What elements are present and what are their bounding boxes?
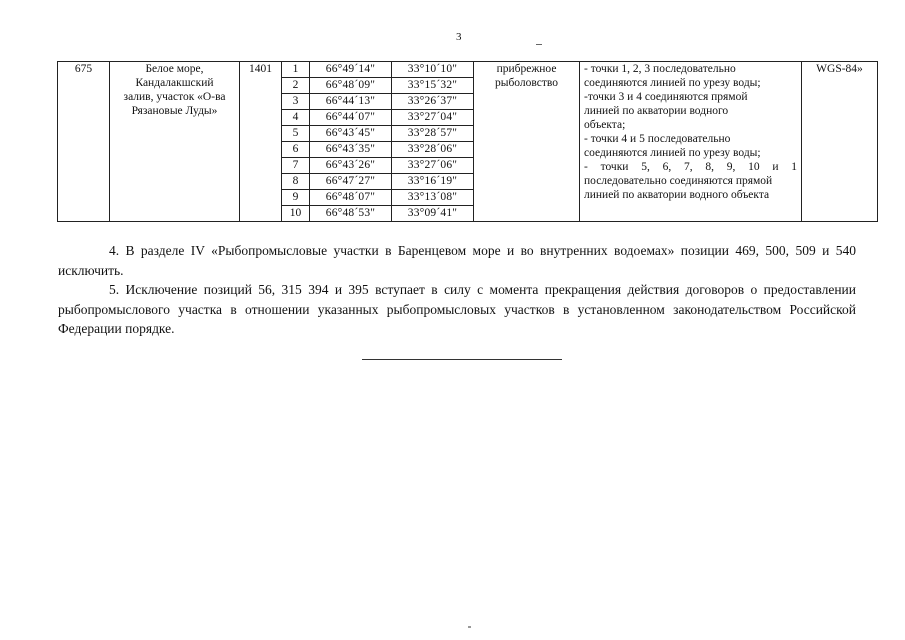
latitude-cell: 66°47´27" bbox=[310, 174, 392, 190]
fishing-type-line: рыболовство bbox=[494, 77, 558, 89]
paragraph-item-4: 4. В разделе IV «Рыбопромысловые участки в Баренцевом море и во внутренних водоемах» позиции 469, 500, 509 и 540 исключить. bbox=[58, 243, 856, 278]
latitude-cell: 66°48´07" bbox=[310, 190, 392, 206]
paragraph-block bbox=[58, 241, 856, 339]
longitude-cell: 33°15´32" bbox=[392, 78, 474, 94]
point-number-cell: 8 bbox=[282, 174, 310, 190]
point-number-cell: 1 bbox=[282, 62, 310, 78]
description-line: линией по акватории водного объекта bbox=[584, 189, 770, 201]
description-line: - точки 4 и 5 последовательно bbox=[584, 133, 731, 145]
description-line: последовательно соединяются прямой bbox=[584, 175, 773, 187]
table-row bbox=[58, 62, 878, 78]
latitude-cell: 66°43´45" bbox=[310, 126, 392, 142]
description-line: -точки 3 и 4 соединяются прямой bbox=[584, 91, 748, 103]
longitude-cell: 33°16´19" bbox=[392, 174, 474, 190]
area-name-cell bbox=[110, 62, 240, 222]
latitude-cell: 66°48´53" bbox=[310, 206, 392, 222]
header-dash bbox=[536, 44, 542, 45]
fishing-area-table bbox=[57, 61, 878, 222]
point-number-cell: 6 bbox=[282, 142, 310, 158]
boundary-description-cell bbox=[580, 62, 802, 222]
description-line: - точки 1, 2, 3 последовательно bbox=[584, 63, 736, 75]
latitude-cell: 66°44´07" bbox=[310, 110, 392, 126]
point-number-cell: 10 bbox=[282, 206, 310, 222]
description-line: соединяются линией по урезу воды; bbox=[584, 147, 761, 159]
closing-rule bbox=[362, 359, 562, 360]
description-line: объекта; bbox=[584, 119, 626, 131]
latitude-cell: 66°43´35" bbox=[310, 142, 392, 158]
area-name-line: залив, участок «О-ва bbox=[123, 91, 226, 103]
coordinate-system-cell: WGS-84» bbox=[802, 62, 878, 222]
scan-mark bbox=[468, 626, 471, 628]
longitude-cell: 33°10´10" bbox=[392, 62, 474, 78]
longitude-cell: 33°27´04" bbox=[392, 110, 474, 126]
page-number: 3 bbox=[456, 31, 462, 43]
latitude-cell: 66°48´09" bbox=[310, 78, 392, 94]
area-name-line: Белое море, bbox=[145, 63, 204, 75]
latitude-cell: 66°49´14" bbox=[310, 62, 392, 78]
point-number-cell: 2 bbox=[282, 78, 310, 94]
longitude-cell: 33°28´57" bbox=[392, 126, 474, 142]
area-code-cell: 1401 bbox=[240, 62, 282, 222]
latitude-cell: 66°44´13" bbox=[310, 94, 392, 110]
longitude-cell: 33°13´08" bbox=[392, 190, 474, 206]
point-number-cell: 9 bbox=[282, 190, 310, 206]
description-line: - точки 5, 6, 7, 8, 9, 10 и 1 bbox=[584, 161, 797, 173]
point-number-cell: 4 bbox=[282, 110, 310, 126]
point-number-cell: 5 bbox=[282, 126, 310, 142]
table-body bbox=[58, 62, 878, 222]
area-name-line: Кандалакшский bbox=[135, 77, 214, 89]
longitude-cell: 33°26´37" bbox=[392, 94, 474, 110]
longitude-cell: 33°09´41" bbox=[392, 206, 474, 222]
area-name-line: Рязановые Луды» bbox=[131, 105, 218, 117]
description-line: линией по акватории водного bbox=[584, 105, 729, 117]
point-number-cell: 7 bbox=[282, 158, 310, 174]
fishing-type-cell bbox=[474, 62, 580, 222]
fishing-type-line: прибрежное bbox=[496, 63, 557, 75]
body-paragraphs bbox=[58, 241, 856, 339]
latitude-cell: 66°43´26" bbox=[310, 158, 392, 174]
point-number-cell: 3 bbox=[282, 94, 310, 110]
paragraph-item-5: 5. Исключение позиций 56, 315 394 и 395 вступает в силу с момента прекращения действия договоров о предоставлении рыбопромыслового участка в отношении указанных рыбопромысловых участков в установленном законодательством Российской Федерации порядке. bbox=[58, 282, 856, 336]
position-number-cell: 675 bbox=[58, 62, 110, 222]
longitude-cell: 33°28´06" bbox=[392, 142, 474, 158]
description-line: соединяются линией по урезу воды; bbox=[584, 77, 761, 89]
longitude-cell: 33°27´06" bbox=[392, 158, 474, 174]
